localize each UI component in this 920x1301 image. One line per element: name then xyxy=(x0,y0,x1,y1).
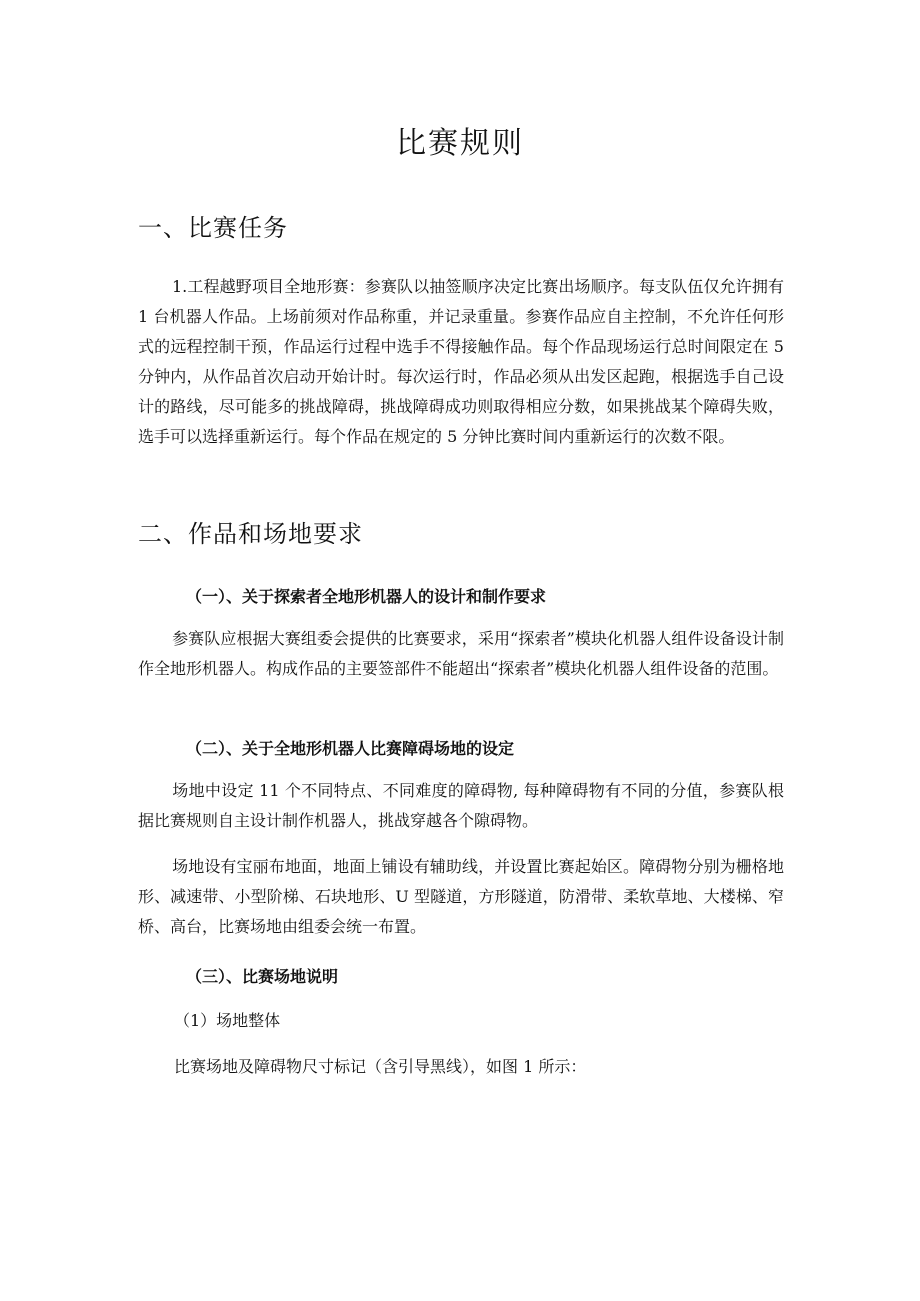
section2-heading: 二、作品和场地要求 xyxy=(138,520,363,548)
subsection2-paragraph-1 xyxy=(138,776,784,836)
section1-heading: 一、比赛任务 xyxy=(138,214,288,242)
subsection2-paragraph-2-text: 场地设有宝丽布地面，地面上铺设有辅助线，并设置比赛起始区。障碍物分别为栅格地形、减速带、小型阶梯、石块地形、U 型隧道，方形隧道，防滑带、柔软草地、大楼梯、窄桥、高台，比赛场地由组委会统一布置。 xyxy=(138,857,784,936)
subsection1-paragraph xyxy=(138,624,784,684)
page-title: 比赛规则 xyxy=(396,126,524,161)
subsection3-item1: （1）场地整体 xyxy=(174,1011,281,1030)
subsection1-paragraph-text: 参赛队应根据大赛组委会提供的比赛要求，采用“探索者”模块化机器人组件设备设计制作全地形机器人。构成作品的主要签部件不能超出“探索者”模块化机器人组件设备的范围。 xyxy=(138,629,784,678)
subsection2-paragraph-2 xyxy=(138,852,784,942)
subsection2-paragraph-1-text: 场地中设定 11 个不同特点、不同难度的障碍物, 每种障碍物有不同的分值，参赛队根据比赛规则自主设计制作机器人，挑战穿越各个隙碍物。 xyxy=(138,781,784,830)
section1-paragraph-text: 1.工程越野项目全地形赛：参赛队以抽签顺序决定比赛出场顺序。每支队伍仅允许拥有 1 台机器人作品。上场前须对作品称重，并记录重量。参赛作品应自主控制，不允许任何形式的远程控制干预，作品运行过程中选手不得接触作品。每个作品现场运行总时间限定在 5 分钟内，从作品首次启动开始计时。每次运行时，作品必须从出发区起跑，根据选手自己设计的路线，尽可能多的挑战障碍，挑战障碍成功则取得相应分数，如果挑战某个障碍失败，选手可以选择重新运行。每个作品在规定的 5 分钟比赛时间内重新运行的次数不限。 xyxy=(138,277,784,446)
subsection3-heading: （三）、比赛场地说明 xyxy=(186,967,339,986)
subsection2-heading: （二）、关于全地形机器人比赛障碍场地的设定 xyxy=(186,739,515,758)
subsection1-heading: （一）、关于探索者全地形机器人的设计和制作要求 xyxy=(186,587,547,606)
subsection3-item1-text: 比赛场地及障碍物尺寸标记（含引导黑线），如图 1 所示： xyxy=(174,1057,587,1076)
section1-paragraph xyxy=(138,272,784,452)
